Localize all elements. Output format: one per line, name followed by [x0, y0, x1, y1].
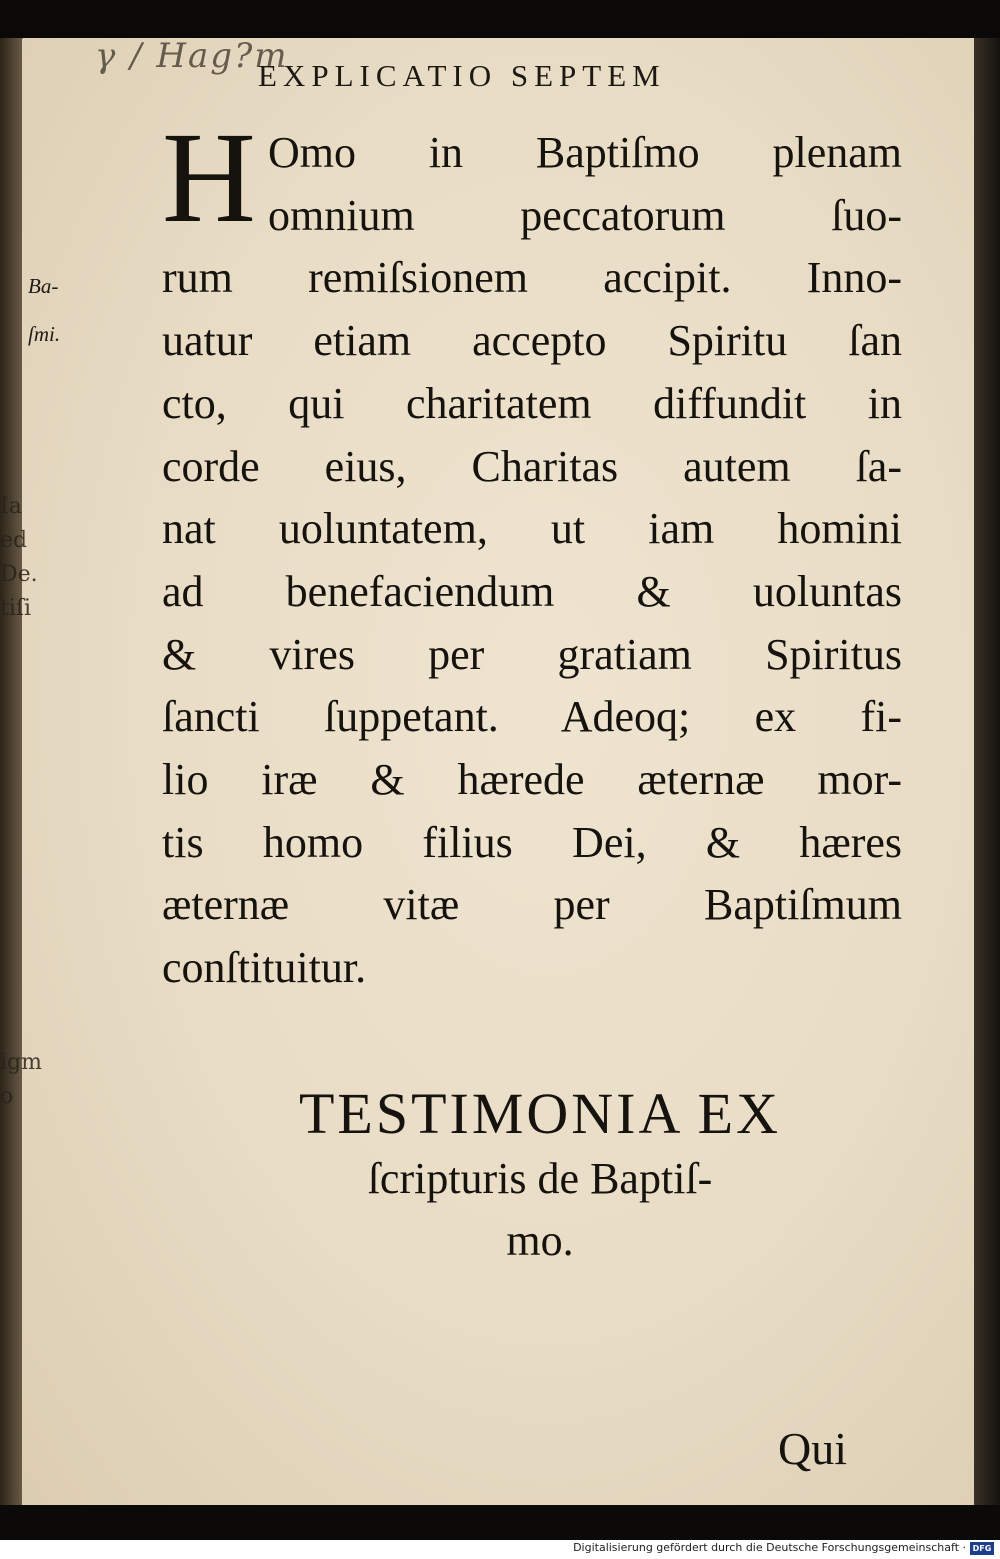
body-line: ſancti ſuppetant. Adeoq; ex fi-: [162, 692, 902, 742]
body-line: tis homo filius Dei, & hæres: [162, 817, 902, 867]
scan-bottom-border: [0, 1505, 1000, 1543]
heading-line: TESTIMONIA EX: [298, 1081, 781, 1146]
section-heading: [180, 1080, 900, 1272]
body-line: & vires per gratiam Spiritus: [162, 629, 902, 679]
body-line: conſtituitur.: [162, 943, 367, 993]
bleed-line: De.: [0, 562, 38, 587]
dfg-logo-icon: DFG: [970, 1542, 994, 1555]
body-line: Omo in Baptiſmo plenam: [268, 128, 902, 177]
funding-credit: Digitalisierung gefördert durch die Deutsche Forschungsgemeinschaft ·: [573, 1541, 966, 1554]
page-edge-shadow: [974, 38, 1000, 1508]
body-line: cto, qui charitatem diffundit in: [162, 378, 902, 428]
body-line: corde eius, Charitas autem ſa-: [162, 441, 902, 491]
body-line: nat uoluntatem, ut iam homini: [162, 504, 902, 554]
body-line: ad benefaciendum & uoluntas: [162, 566, 902, 616]
body-text: [162, 106, 902, 1000]
heading-line: ſcripturis de Baptiſ-: [367, 1154, 713, 1203]
bleed-line: igm: [0, 1050, 42, 1075]
running-head: EXPLICATIO SEPTEM: [258, 58, 666, 93]
scan-top-border: [0, 0, 1000, 40]
bleed-line: o: [0, 1084, 14, 1109]
catchword: Qui: [778, 1423, 847, 1474]
marginal-note: [28, 262, 108, 358]
bleed-line: Ia: [0, 494, 22, 519]
bleed-line: ed: [0, 528, 28, 553]
body-line: lio iræ & hærede æternæ mor-: [162, 755, 902, 805]
body-line: omnium peccatorum ſuo-: [268, 190, 902, 240]
bleed-line: tiſi: [0, 596, 32, 621]
drop-cap: H: [162, 106, 256, 250]
pencil-annotation: γ / Hag?m: [95, 36, 289, 76]
marginal-note-line: Ba-: [28, 274, 59, 298]
heading-line: mo.: [506, 1216, 574, 1265]
body-line: rum remiſsionem accipit. Inno-: [162, 253, 902, 303]
body-line: uatur etiam accepto Spiritu ſan: [162, 316, 902, 366]
body-line: æternæ vitæ per Baptiſmum: [162, 880, 902, 930]
marginal-note-line: ſmi.: [28, 322, 61, 346]
